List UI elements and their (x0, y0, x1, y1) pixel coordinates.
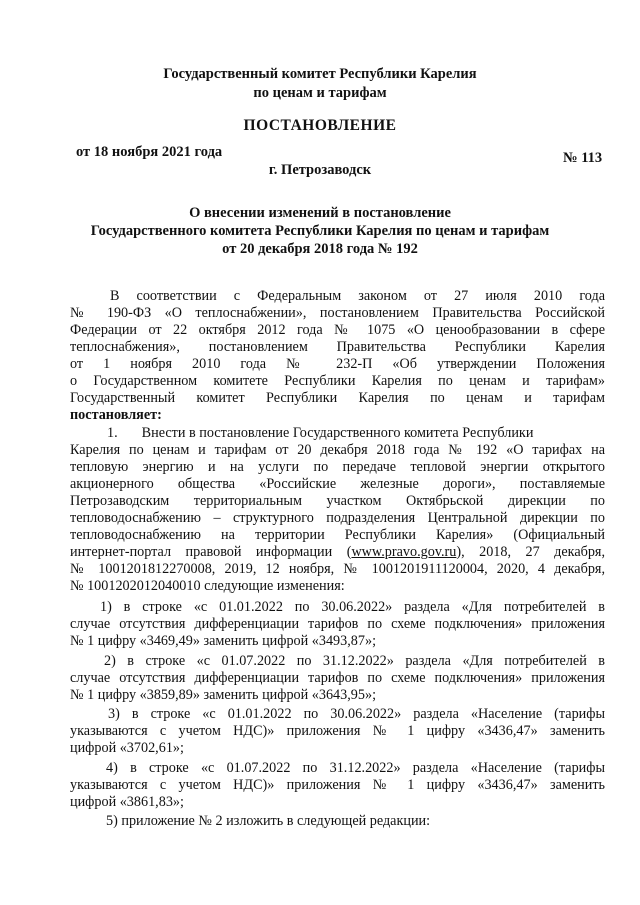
item1-line: Карелия по ценам и тарифам от 20 декабря 2018 года № 192 «О тарифах на (70, 442, 605, 458)
preamble-line: теплоснабжения», постановлением Правительства Республики Карелия (70, 339, 605, 355)
subitem4-line: 4) в строке «с 01.07.2022 по 31.12.2022» раздела «Население (тарифы (106, 760, 605, 776)
subitem3-line: 3) в строке «с 01.01.2022 по 30.06.2022» раздела «Население (тарифы (108, 706, 605, 722)
subitem5-line: 5) приложение № 2 изложить в следующей редакции: (106, 813, 431, 829)
document-type: ПОСТАНОВЛЕНИЕ (243, 117, 397, 134)
item1-line: тепловую энергию и на услуги по передаче тепловой энергии открытого (70, 459, 605, 475)
portal-line (70, 544, 605, 561)
preamble-line: о Государственном комитете Республики Карелия по ценам и тарифам» (70, 373, 605, 389)
subject-line3: от 20 декабря 2018 года № 192 (222, 241, 418, 257)
preamble-line: Федерации от 22 октября 2012 года № 1075 «О ценообразовании в сфере (70, 322, 605, 338)
preamble-line: № 190-ФЗ «О теплоснабжении», постановлением Правительства Российской (70, 305, 605, 321)
preamble-line: Государственный комитет Республики Карелия по ценам и тарифам (70, 390, 605, 406)
item1-line: № 1001202012040010 следующие изменения: (70, 578, 345, 594)
subject-line2: Государственного комитета Республики Карелия по ценам и тарифам (90, 223, 550, 239)
document-date: от 18 ноября 2021 года (76, 144, 223, 160)
document-city: г. Петрозаводск (268, 162, 372, 178)
subitem1-line: 1) в строке «с 01.01.2022 по 30.06.2022» раздела «Для потребителей в (100, 599, 605, 615)
portal-text-after: ), 2018, 27 декабря, (456, 544, 605, 560)
subitem3-line: указываются с учетом НДС)» приложения № 1 цифру «3436,47» заменить (70, 723, 605, 739)
portal-text-before: интернет-портал правовой информации ( (70, 544, 352, 560)
item1-line: Петрозаводским территориальным участком Октябрьской дирекции по (70, 493, 605, 509)
subitem4-line: цифрой «3861,83»; (70, 794, 184, 810)
subitem1-line: случае отсутствия дифференциации тарифов по схеме подключения» приложения (70, 616, 605, 632)
item1-line: тепловодоснабжению на территории Республики Карелия» (Официальный (70, 527, 605, 543)
preamble-line: В соответствии с Федеральным законом от 27 июля 2010 года (110, 288, 605, 304)
item1-first-text: Внести в постановление Государственного комитета Республики (141, 425, 534, 441)
preamble-line: от 1 ноября 2010 года № 232-П «Об утверждении Положения (70, 356, 605, 372)
subitem2-line: случае отсутствия дифференциации тарифов по схеме подключения» приложения (70, 670, 605, 686)
item1-line: акционерного общества «Российские железные дороги», поставляемые (70, 476, 605, 492)
subitem1-line: № 1 цифру «3469,49» заменить цифрой «3493,87»; (70, 633, 377, 649)
org-name-line1: Государственный комитет Республики Карелия (163, 66, 477, 82)
org-name-line2: по ценам и тарифам (253, 85, 387, 101)
subitem2-line: 2) в строке «с 01.07.2022 по 31.12.2022» раздела «Для потребителей в (104, 653, 605, 669)
subitem3-line: цифрой «3702,61»; (70, 740, 184, 756)
pravo-link[interactable]: www.pravo.gov.ru (351, 544, 457, 560)
subitem4-line: указываются с учетом НДС)» приложения № 1 цифру «3436,47» заменить (70, 777, 605, 793)
document-number: № 113 (563, 150, 603, 166)
subitem2-line: № 1 цифру «3859,89» заменить цифрой «3643,95»; (70, 687, 377, 703)
item1-line: тепловодоснабжению – структурного подразделения Центральной дирекции по (70, 510, 605, 526)
item1-line: № 1001201812270008, 2019, 12 ноября, № 1001201911120004, 2020, 4 декабря, (70, 561, 605, 577)
resolves-word: постановляет: (70, 407, 162, 423)
item1-first-line (107, 425, 605, 442)
item1-number: 1. (107, 425, 118, 441)
subject-line1: О внесении изменений в постановление (189, 205, 451, 221)
